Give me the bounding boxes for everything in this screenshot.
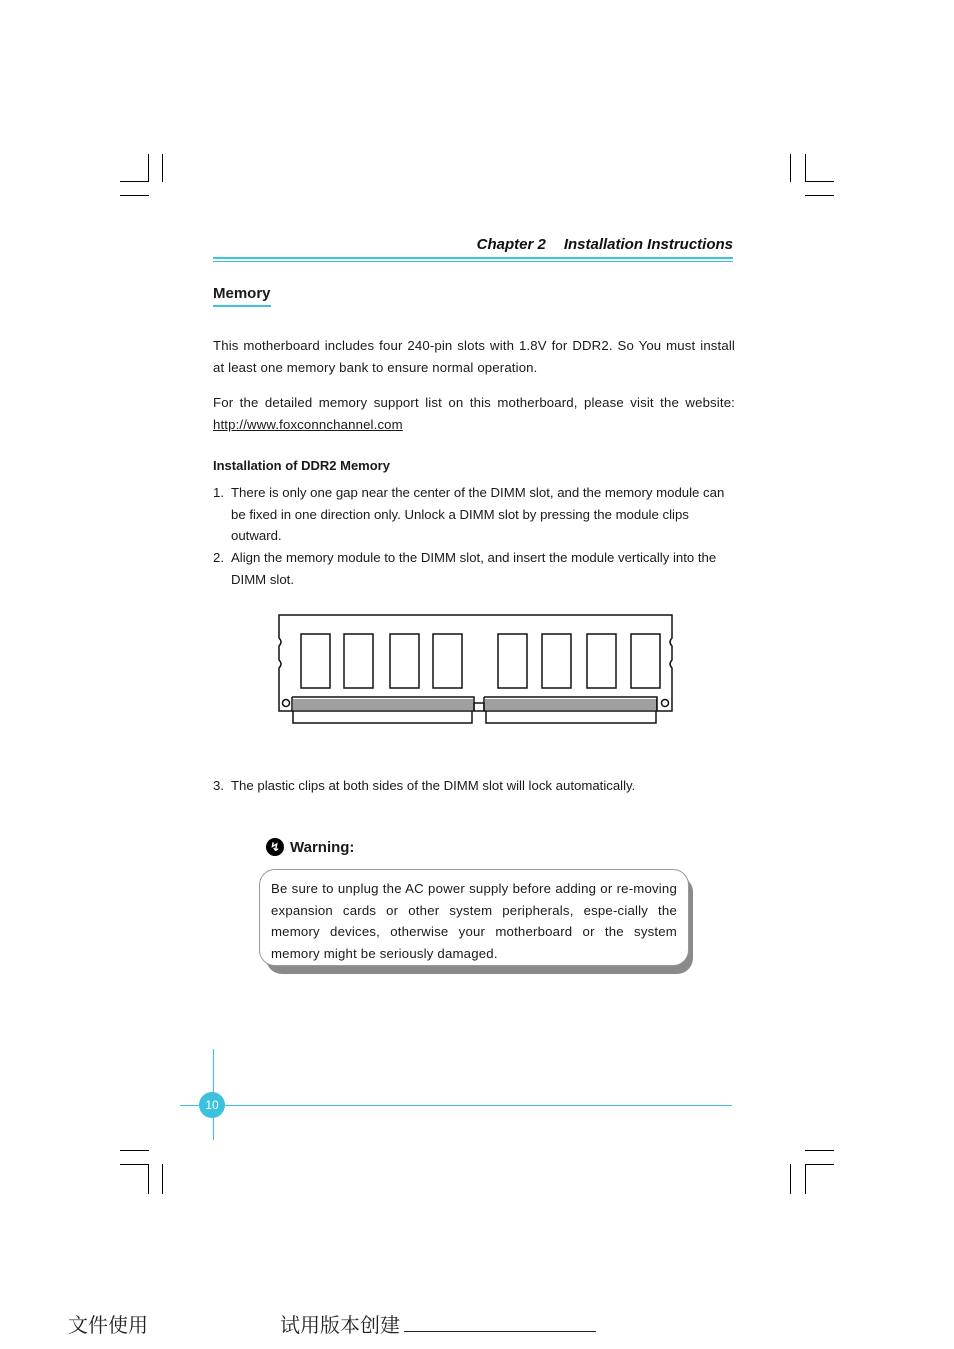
crop-mark xyxy=(162,154,163,182)
footer-rule xyxy=(180,1105,732,1106)
crop-mark xyxy=(120,181,149,182)
header-rule-thin xyxy=(213,261,733,262)
chapter-number: Chapter 2 xyxy=(476,236,546,253)
crop-mark xyxy=(790,1164,791,1194)
step-text: The plastic clips at both sides of the DIMM slot will lock automatically. xyxy=(231,778,636,793)
chapter-title: Installation Instructions xyxy=(563,236,733,253)
step-number: 1. xyxy=(213,485,224,500)
list-item xyxy=(213,547,735,590)
step-number: 3. xyxy=(213,778,224,793)
crop-mark xyxy=(805,154,806,182)
section-title: Memory xyxy=(213,285,271,307)
crop-mark xyxy=(805,1150,834,1151)
crop-mark xyxy=(120,195,149,196)
footer-left-text: 文件使用 xyxy=(68,1313,148,1337)
warning-header xyxy=(266,838,354,856)
crop-mark xyxy=(148,1164,149,1194)
crop-mark xyxy=(805,1164,806,1194)
footer-underline xyxy=(404,1331,596,1332)
chapter-header xyxy=(213,236,733,253)
installation-heading: Installation of DDR2 Memory xyxy=(213,458,390,473)
crop-mark xyxy=(162,1164,163,1194)
crop-mark xyxy=(805,195,834,196)
support-paragraph xyxy=(213,392,735,435)
installation-steps-continued xyxy=(213,775,735,797)
step-text: Align the memory module to the DIMM slot, and insert the module vertically into the DIMM slot. xyxy=(231,550,717,587)
warning-label: Warning: xyxy=(290,838,355,856)
crop-mark xyxy=(805,181,834,182)
step-text: There is only one gap near the center of the DIMM slot, and the memory module can be fixed in one direction only. Unlock a DIMM slot by pressing the module clips outward. xyxy=(231,485,725,544)
crop-mark xyxy=(790,154,791,182)
intro-paragraph: This motherboard includes four 240-pin slots with 1.8V for DDR2. So You must install at least one memory bank to ensure normal operation. xyxy=(213,338,735,375)
crop-mark xyxy=(120,1150,149,1151)
step-number: 2. xyxy=(213,550,224,566)
crop-mark xyxy=(120,1164,149,1165)
crop-mark xyxy=(805,1164,834,1165)
installation-steps xyxy=(213,482,735,591)
list-item xyxy=(213,775,735,797)
warning-box: Be sure to unplug the AC power supply before adding or re-moving expansion cards or other system peripherals, espe-cially the memory devices, otherwise your motherboard or the system memory might be seriously damaged. xyxy=(259,869,689,966)
dimm-module-diagram xyxy=(274,612,678,728)
crop-mark xyxy=(148,154,149,182)
website-link[interactable]: http://www.foxconnchannel.com xyxy=(213,416,403,432)
header-rule xyxy=(213,257,733,259)
warning-icon: ↯ xyxy=(266,838,284,856)
footer-right-text: 试用版本创建 xyxy=(280,1313,400,1337)
support-text: For the detailed memory support list on this motherboard, please visit the website: xyxy=(213,395,735,410)
page-number: 10 xyxy=(199,1092,225,1118)
list-item xyxy=(213,482,735,547)
